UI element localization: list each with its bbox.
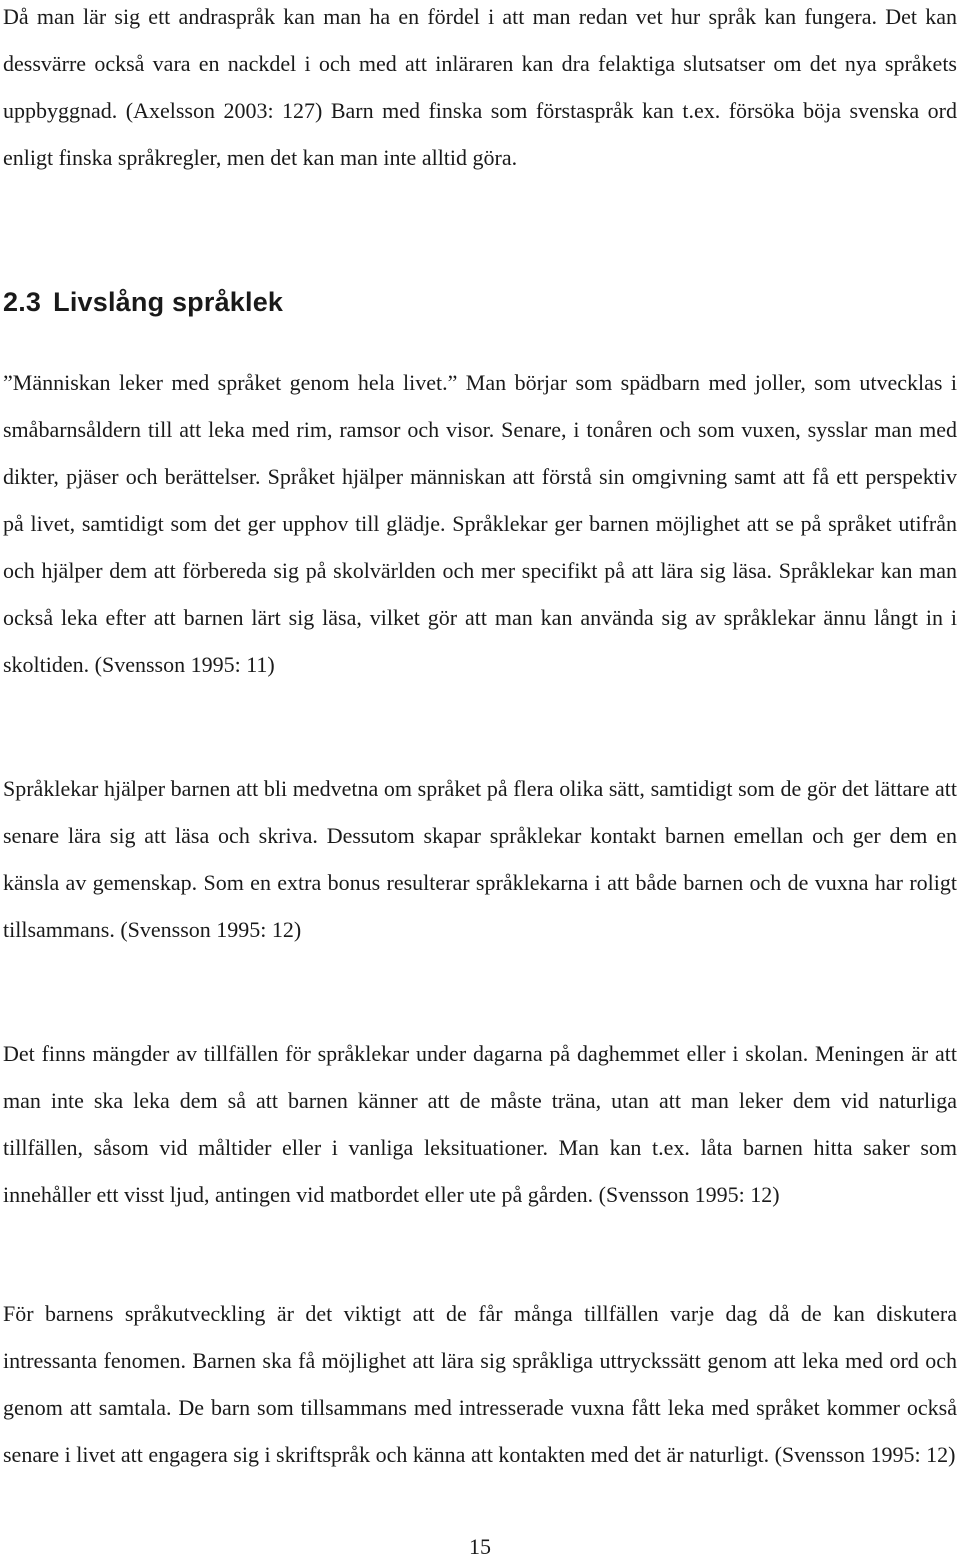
paragraph-language-awareness: Språklekar hjälper barnen att bli medvetna om språket på flera olika sätt, samtidigt som de gör det lättare att senare lära sig att läsa och skriva. Dessutom skapar språklekar kontakt barnen emellan och ger dem en känsla av gemenskap. Som en extra bonus resulterar språklekarna i att både barnen och de vuxna har roligt tillsammans. (Svensson 1995: 12) xyxy=(3,776,957,942)
paragraph-language-development: För barnens språkutveckling är det viktigt att de får många tillfällen varje dag då de kan diskutera intressanta fenomen. Barnen ska få möjlighet att lära sig språkliga uttryckssätt genom att leka med ord och genom att samtala. De barn som tillsammans med intresserade vuxna fått leka med språket kommer också senare i livet att engagera sig i skriftspråk och känna att kontakten med det är naturligt. (Svensson 1995: 12) xyxy=(3,1301,957,1467)
section-number: 2.3 xyxy=(3,287,42,317)
paragraph-intro-second-language: Då man lär sig ett andraspråk kan man ha en fördel i att man redan vet hur språk kan fungera. Det kan dessvärre också vara en nackdel i och med att inläraren kan dra felaktiga slutsatser om det nya språkets uppbyggnad. (Axelsson 2003: 127) Barn med finska som förstaspråk kan t.ex. försöka böja svenska ord enligt finska språkregler, men det kan man inte alltid göra. xyxy=(3,4,957,170)
page-number: 15 xyxy=(469,1534,491,1559)
paragraph-daycare-opportunities: Det finns mängder av tillfällen för språklekar under dagarna på daghemmet eller i skolan. Meningen är att man inte ska leka dem så att barnen känner att de måste träna, utan att man leker dem vid naturliga tillfällen, såsom vid måltider eller i vanliga leksituationer. Man kan t.ex. låta barnen hitta saker som innehåller ett visst ljud, antingen vid matbordet eller ute på gården. (Svensson 1995: 12) xyxy=(3,1041,957,1207)
section-title: Livslång språklek xyxy=(53,287,284,317)
section-heading xyxy=(3,278,283,326)
paragraph-lifelong-play: ”Människan leker med språket genom hela livet.” Man börjar som spädbarn med joller, som utvecklas i småbarnsåldern till att leka med rim, ramsor och visor. Senare, i tonåren och som vuxen, sysslar man med dikter, pjäser och berättelser. Språket hjälper människan att förstå sin omgivning samt att få ett perspektiv på livet, samtidigt som det ger upphov till glädje. Språklekar ger barnen möjlighet att se på språket utifrån och hjälper dem att förbereda sig på skolvärlden och mer specifikt på att lära sig läsa. Språklekar kan man också leka efter att barnen lärt sig läsa, vilket gör att man kan använda sig av språklekar ännu långt in i skoltiden. (Svensson 1995: 11) xyxy=(3,370,957,677)
